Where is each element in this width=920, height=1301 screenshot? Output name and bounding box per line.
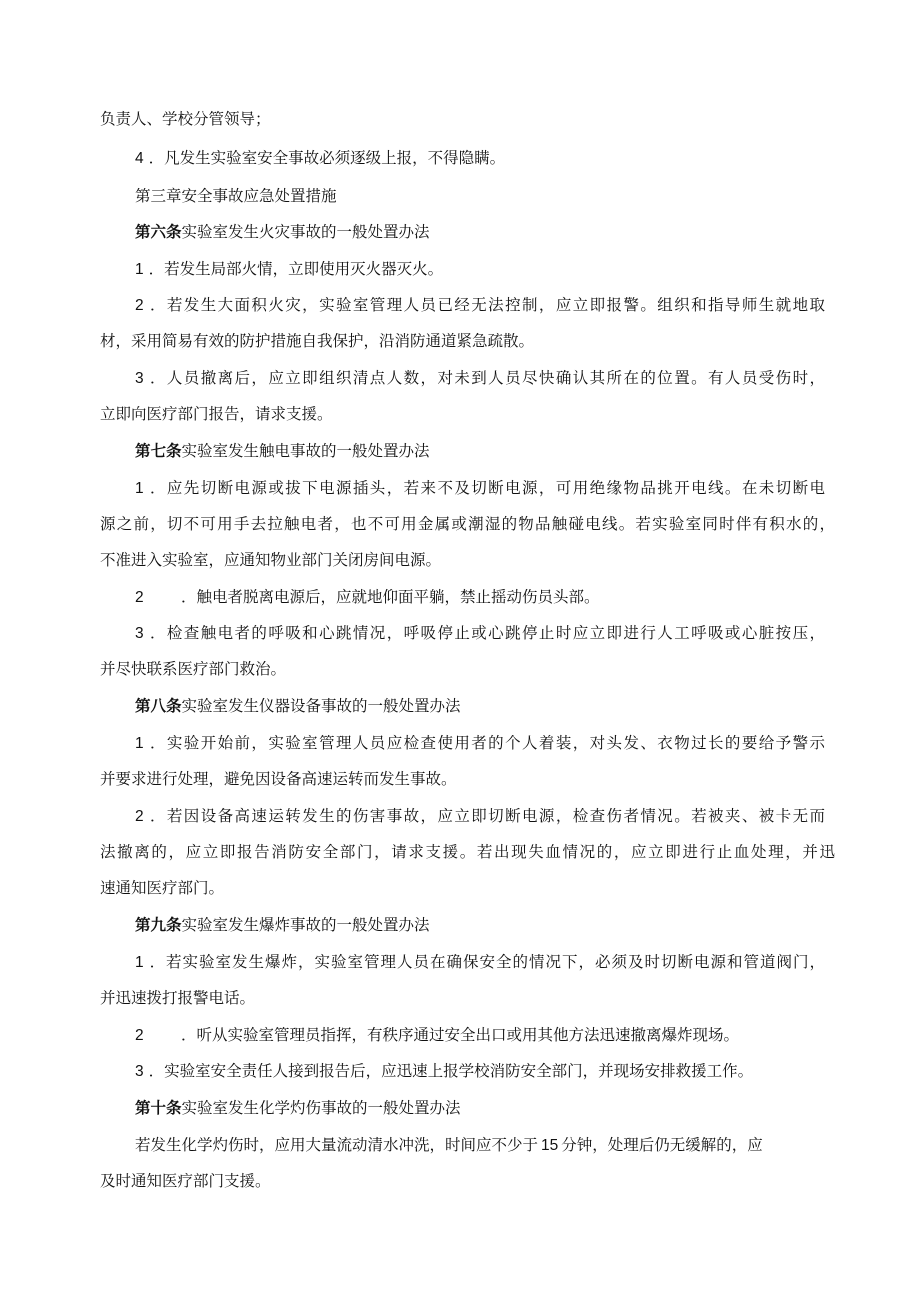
list-item-continuation: 速通知医疗部门。 — [100, 879, 225, 897]
list-item-continuation: 并迅速拨打报警电话。 — [100, 989, 256, 1007]
list-item: 2 ．若因设备高速运转发生的伤害事故，应立即切断电源，检查伤者情况。若被夹、被卡无而 — [135, 807, 825, 825]
list-item-continuation: 源之前，切不可用手去拉触电者，也不可用金属或潮湿的物品触碰电线。若实验室同时伴有积水的， — [100, 515, 835, 533]
list-item: 4 ．凡发生实验室安全事故必须逐级上报，不得隐瞒。 — [135, 149, 506, 167]
article-heading: 第十条实验室发生化学灼伤事故的一般处置办法 — [135, 1099, 461, 1117]
list-item: 2 ．听从实验室管理员指挥，有秩序通过安全出口或用其他方法迅速撤离爆炸现场。 — [135, 1026, 740, 1044]
paragraph: 若发生化学灼伤时，应用大量流动清水冲洗，时间应不少于 15 分钟，处理后仍无缓解的，应 — [135, 1136, 763, 1154]
list-item-continuation: 不准进入实验室，应通知物业部门关闭房间电源。 — [100, 551, 442, 569]
list-item: 2 ．触电者脱离电源后，应就地仰面平躺，禁止摇动伤员头部。 — [135, 588, 600, 606]
list-item: 3 ．人员撤离后，应立即组织清点人数，对未到人员尽快确认其所在的位置。有人员受伤时， — [135, 369, 825, 387]
paragraph-continuation: 及时通知医疗部门支援。 — [100, 1172, 271, 1190]
list-item-continuation: 材，采用简易有效的防护措施自我保护，沿消防通道紧急疏散。 — [100, 332, 535, 350]
list-item: 2 ．若发生大面积火灾，实验室管理人员已经无法控制，应立即报警。组织和指导师生就地取 — [135, 296, 825, 314]
list-item-continuation: 法撤离的，应立即报告消防安全部门，请求支援。若出现失血情况的，应立即进行止血处理，并迅 — [100, 843, 835, 861]
list-item-continuation: 并尽快联系医疗部门救治。 — [100, 660, 287, 678]
article-heading: 第九条实验室发生爆炸事故的一般处置办法 — [135, 916, 430, 934]
list-item: 3 ．实验室安全责任人接到报告后，应迅速上报学校消防安全部门，并现场安排救援工作。 — [135, 1062, 754, 1080]
list-item: 1 ．若发生局部火情，立即使用灭火器灭火。 — [135, 260, 444, 278]
list-item: 1 ．若实验室发生爆炸，实验室管理人员在确保安全的情况下，必须及时切断电源和管道阀门， — [135, 953, 825, 971]
list-item-continuation: 并要求进行处理，避免因设备高速运转而发生事故。 — [100, 770, 457, 788]
list-item: 1 ．应先切断电源或拔下电源插头，若来不及切断电源，可用绝缘物品挑开电线。在未切断电 — [135, 479, 825, 497]
list-item-continuation: 立即向医疗部门报告，请求支援。 — [100, 405, 333, 423]
list-item: 1 ．实验开始前，实验室管理人员应检查使用者的个人着装，对头发、衣物过长的要给予警示 — [135, 734, 825, 752]
list-item: 3 ．检查触电者的呼吸和心跳情况，呼吸停止或心跳停止时应立即进行人工呼吸或心脏按压， — [135, 624, 825, 642]
article-heading: 第七条实验室发生触电事故的一般处置办法 — [135, 442, 430, 460]
article-heading: 第六条实验室发生火灾事故的一般处置办法 — [135, 223, 430, 241]
paragraph-continuation: 负责人、学校分管领导； — [100, 110, 271, 128]
chapter-heading: 第三章安全事故应急处置措施 — [135, 187, 337, 205]
article-heading: 第八条实验室发生仪器设备事故的一般处置办法 — [135, 697, 461, 715]
